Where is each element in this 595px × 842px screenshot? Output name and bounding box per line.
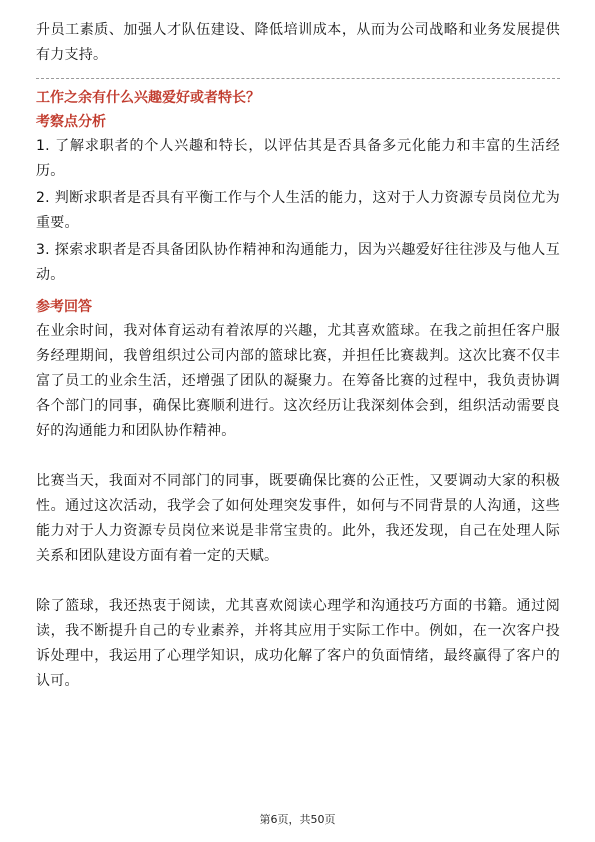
intro-paragraph: 升员工素质、加强人才队伍建设、降低培训成本，从而为公司战略和业务发展提供有力支持。 — [36, 22, 560, 63]
answer-heading: 参考回答 — [36, 299, 92, 315]
analysis-heading: 考察点分析 — [36, 114, 106, 130]
analysis-point-1: 1. 了解求职者的个人兴趣和特长，以评估其是否具备多元化能力和丰富的生活经历。 — [36, 138, 560, 179]
analysis-point-2: 2. 判断求职者是否具有平衡工作与个人生活的能力，这对于人力资源专员岗位尤为重要。 — [36, 190, 560, 231]
section-divider — [36, 78, 560, 79]
analysis-point-3: 3. 探索求职者是否具备团队协作精神和沟通能力，因为兴趣爱好往往涉及与他人互动。 — [36, 242, 560, 283]
question-title: 工作之余有什么兴趣爱好或者特长？ — [36, 90, 260, 106]
page-content — [36, 18, 560, 694]
answer-paragraph-1: 在业余时间，我对体育运动有着浓厚的兴趣，尤其喜欢篮球。在我之前担任客户服务经理期间，我曾组织过公司内部的篮球比赛，并担任比赛裁判。这次比赛不仅丰富了员工的业余生活，还增强了团队的凝聚力。在筹备比赛的过程中，我负责协调各个部门的同事，确保比赛顺利进行。这次经历让我深刻体会到，组织活动需要良好的沟通能力和团队协作精神。 — [36, 323, 560, 439]
page-number: 第6页，共50页 — [259, 813, 336, 826]
answer-paragraph-3: 除了篮球，我还热衷于阅读，尤其喜欢阅读心理学和沟通技巧方面的书籍。通过阅读，我不断提升自己的专业素养，并将其应用于实际工作中。例如，在一次客户投诉处理中，我运用了心理学知识，成功化解了客户的负面情绪，最终赢得了客户的认可。 — [36, 598, 560, 689]
answer-paragraph-2: 比赛当天，我面对不同部门的同事，既要确保比赛的公正性，又要调动大家的积极性。通过这次活动，我学会了如何处理突发事件，如何与不同背景的人沟通，这些能力对于人力资源专员岗位来说是非常宝贵的。此外，我还发现，自己在处理人际关系和团队建设方面有着一定的天赋。 — [36, 473, 560, 564]
